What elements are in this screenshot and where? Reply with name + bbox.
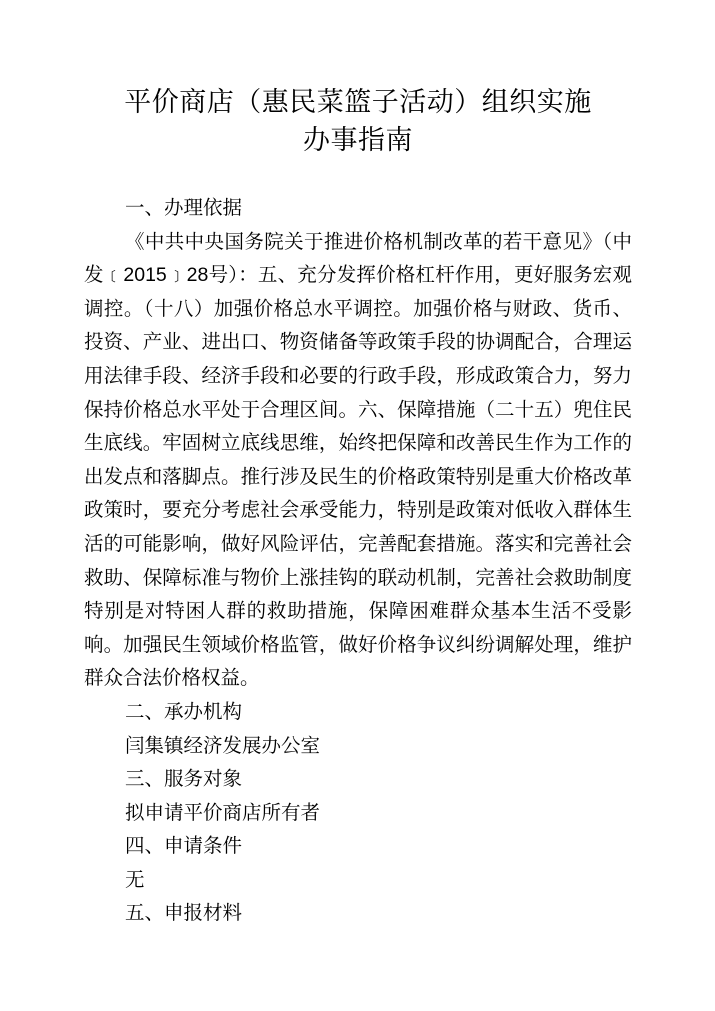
document-body: [84, 192, 632, 931]
section-heading-5: 五、申报材料: [125, 902, 243, 925]
document-title: [84, 83, 632, 159]
document-title-line-1: 平价商店（惠民菜篮子活动）组织实施: [124, 87, 592, 117]
section-heading-1: 一、办理依据: [125, 197, 243, 219]
section-heading-2: 二、承办机构: [125, 700, 243, 723]
paragraph-conditions: 无: [125, 868, 145, 891]
paragraph-agency: 闫集镇经济发展办公室: [125, 734, 321, 757]
section-heading-3: 三、服务对象: [125, 768, 243, 791]
paragraph-service-target: 拟申请平价商店所有者: [125, 801, 321, 824]
paragraph-basis: 《中共中央国务院关于推进价格机制改革的若干意见》（中发﹝2015﹞28号）：五、充分发挥价格杠杆作用，更好服务宏观调控。（十八）加强价格总水平调控。加强价格与财政、货币、投资、产业、进出口、物资储备等政策手段的协调配合，合理运用法律手段、经济手段和必要的行政手段，形成政策合力，努力保持价格总水平处于合理区间。六、保障措施（二十五）兜住民生底线。牢固树立底线思维，始终把保障和改善民生作为工作的出发点和落脚点。推行涉及民生的价格政策特别是重大价格改革政策时，要充分考虑社会承受能力，特别是政策对低收入群体生活的可能影响，做好风险评估，完善配套措施。落实和完善社会救助、保障标准与物价上涨挂钩的联动机制，完善社会救助制度特别是对特困人群的救助措施，保障困难群众基本生活不受影响。加强民生领域价格监管，做好价格争议纠纷调解处理，维护群众合法价格权益。: [84, 230, 632, 690]
document-title-line-2: 办事指南: [303, 125, 413, 155]
section-heading-4: 四、申请条件: [125, 835, 243, 858]
